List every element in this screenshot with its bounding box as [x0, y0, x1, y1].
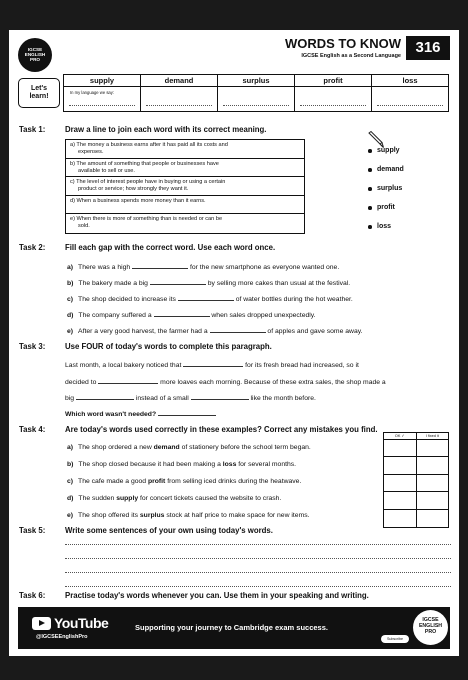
vocab-word: demand: [141, 75, 217, 87]
fixed-checkbox[interactable]: [417, 510, 449, 527]
task4-label: Task 4:: [19, 425, 46, 434]
gap-blank[interactable]: [76, 392, 134, 400]
fixed-checkbox[interactable]: [417, 492, 449, 508]
writing-line[interactable]: [65, 544, 451, 545]
gap-sentence: d) The company suffered a when sales dropped unexpectedly.: [67, 309, 316, 319]
gap-blank[interactable]: [132, 261, 188, 269]
paragraph-question: Which word wasn't needed?: [65, 408, 451, 418]
fixed-checkbox[interactable]: [417, 457, 449, 473]
ok-checkbox[interactable]: [384, 492, 417, 508]
vocab-prompt: In my language we say:: [70, 90, 114, 95]
example-sentence: b) The shop closed because it had been making a loss for several months.: [67, 461, 297, 468]
ok-checkbox[interactable]: [384, 440, 417, 456]
vocab-word: supply: [64, 75, 140, 87]
task2-instruction: Fill each gap with the correct word. Use each word once.: [65, 243, 276, 252]
gap-sentence: b) The bakery made a big by selling more cakes than usual at the festival.: [67, 277, 350, 287]
gap-blank[interactable]: [178, 293, 234, 301]
task5-instruction: Write some sentences of your own using today's words.: [65, 526, 273, 535]
vocab-column: [218, 75, 295, 111]
gap-blank[interactable]: [158, 408, 216, 416]
example-sentence: a) The shop ordered a new demand of stationery before the school term began.: [67, 444, 311, 451]
vocab-answer-line[interactable]: [69, 105, 135, 106]
task6-instruction: Practise today's words whenever you can. Use them in your speaking and writing.: [65, 591, 369, 600]
vocab-answer-line[interactable]: [146, 105, 212, 106]
task1-instruction: Draw a line to join each word with its correct meaning.: [65, 125, 267, 134]
check-table-header: [384, 433, 448, 440]
definition-b[interactable]: b) The amount of something that people or businesses have available to sell or use.: [66, 159, 304, 178]
match-word-supply[interactable]: supply: [377, 147, 400, 154]
check-row: [384, 492, 448, 509]
check-table: [383, 432, 449, 528]
vocab-word: loss: [372, 75, 448, 87]
example-sentence: c) The cafe made a good profit from selling iced drinks during the heatwave.: [67, 478, 302, 485]
ok-checkbox[interactable]: [384, 475, 417, 491]
gap-blank[interactable]: [183, 359, 243, 367]
match-word-loss[interactable]: loss: [377, 223, 392, 230]
vocab-answer-line[interactable]: [223, 105, 289, 106]
page-subtitle: IGCSE English as a Second Language: [301, 53, 401, 59]
definitions-table: [65, 139, 305, 234]
col-ok: OK ✓: [384, 433, 417, 439]
task2-label: Task 2:: [19, 243, 46, 252]
check-row: [384, 475, 448, 492]
youtube-link[interactable]: [32, 615, 108, 631]
task4-instruction: Are today's words used correctly in these examples? Correct any mistakes you find.: [65, 425, 378, 434]
page-title: WORDS TO KNOW: [284, 36, 401, 51]
vocab-column: [372, 75, 448, 111]
col-fixed: I fixed it: [425, 434, 439, 438]
vocab-word: profit: [295, 75, 371, 87]
definition-a[interactable]: a) The money a business earns after it has paid all its costs and expenses.: [66, 140, 304, 159]
example-sentence: e) The shop offered its surplus stock at half price to make space for new items.: [67, 512, 310, 519]
igcse-logo: IGCSE ENGLISH PRO: [18, 38, 52, 72]
gap-blank[interactable]: [150, 277, 206, 285]
paragraph-line: Last month, a local bakery noticed that for its fresh bread had increased, so it: [65, 359, 451, 369]
definition-e[interactable]: e) When there is more of something than is needed or can be sold.: [70, 216, 223, 230]
lets-learn-box: Let's learn!: [18, 78, 60, 108]
gap-blank[interactable]: [98, 376, 158, 384]
check-row: [384, 510, 448, 527]
vocab-table: [63, 74, 449, 112]
task5-label: Task 5:: [19, 526, 46, 535]
example-sentence: d) The sudden supply for concert tickets caused the website to crash.: [67, 495, 282, 502]
check-row: [384, 457, 448, 474]
ok-checkbox[interactable]: [384, 457, 417, 473]
gap-blank[interactable]: [154, 309, 210, 317]
writing-line[interactable]: [65, 558, 451, 559]
definition-c[interactable]: c) The level of interest people have in buying or using a certain product or service; how strongly they want it.: [66, 177, 304, 196]
footer-tagline: Supporting your journey to Cambridge exam success.: [135, 623, 328, 632]
fixed-checkbox[interactable]: [417, 440, 449, 456]
writing-line[interactable]: [65, 572, 451, 573]
worksheet-number: 316: [406, 36, 450, 60]
vocab-answer-line[interactable]: [300, 105, 366, 106]
gap-sentence: e) After a very good harvest, the farmer had a of apples and gave some away.: [67, 325, 363, 335]
definition-d[interactable]: d) When a business spends more money than it earns.: [66, 196, 304, 215]
task3-label: Task 3:: [19, 342, 46, 351]
fixed-checkbox[interactable]: [417, 475, 449, 491]
channel-handle: @IGCSEEnglishPro: [36, 634, 88, 640]
vocab-column: [64, 75, 141, 111]
worksheet: [9, 30, 459, 656]
task1-label: Task 1:: [19, 125, 46, 134]
paragraph-line: big instead of a small like the month before.: [65, 392, 451, 402]
vocab-column: [295, 75, 372, 111]
writing-line[interactable]: [65, 586, 451, 587]
gap-blank[interactable]: [210, 325, 266, 333]
youtube-play-icon: [32, 617, 51, 630]
match-word-surplus[interactable]: surplus: [377, 185, 403, 192]
check-row: [384, 440, 448, 457]
vocab-word: surplus: [218, 75, 294, 87]
youtube-wordmark: YouTube: [54, 615, 109, 631]
footer-banner: [18, 607, 450, 649]
gap-sentence: c) The shop decided to increase its of water bottles during the hot weather.: [67, 293, 353, 303]
gap-sentence: a) There was a high for the new smartphone as everyone wanted one.: [67, 261, 339, 271]
ok-checkbox[interactable]: [384, 510, 417, 527]
task6-label: Task 6:: [19, 591, 46, 600]
footer-logo: IGCSE ENGLISH PRO: [413, 610, 448, 645]
vocab-column: [141, 75, 218, 111]
gap-blank[interactable]: [191, 392, 249, 400]
paragraph-line: decided to more loaves each morning. Because of these extra sales, the shop made a: [65, 376, 451, 386]
vocab-answer-line[interactable]: [377, 105, 443, 106]
match-word-profit[interactable]: profit: [377, 204, 395, 211]
match-word-demand[interactable]: demand: [377, 166, 404, 173]
task3-instruction: Use FOUR of today's words to complete this paragraph.: [65, 342, 272, 351]
subscribe-button[interactable]: Subscribe: [381, 635, 409, 643]
